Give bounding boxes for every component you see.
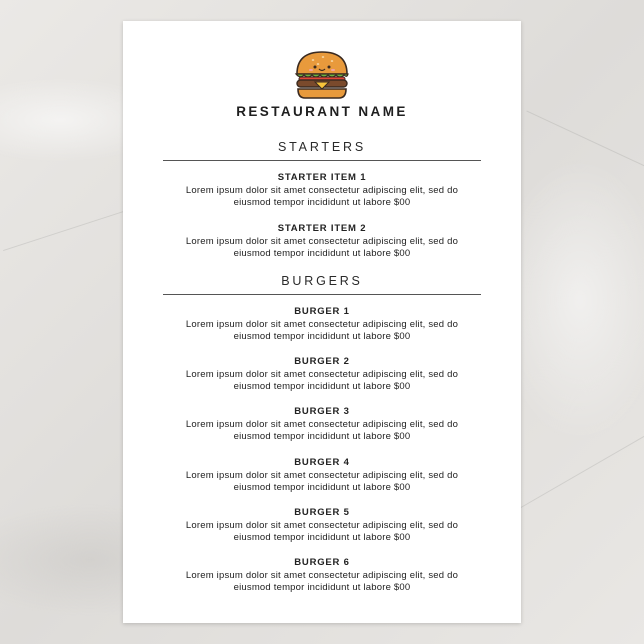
marble-vein [520,433,644,509]
item-description [123,185,521,208]
section-title-starters: STARTERS [278,140,366,154]
item-name: BURGER 5 [294,507,350,518]
item-description [123,369,521,392]
menu-item [123,507,521,543]
item-description-line: eiusmod tempor incididunt ut labore $00 [233,581,411,593]
burger-icon [293,49,351,101]
menu-item [123,557,521,593]
item-name: STARTER ITEM 1 [277,172,367,183]
item-description [123,520,521,543]
item-name: BURGER 1 [294,306,350,317]
item-description [123,319,521,342]
menu-item [123,172,521,208]
item-description-line: Lorem ipsum dolor sit amet consectetur adipiscing elit, sed do [185,236,459,247]
item-description-line: Lorem ipsum dolor sit amet consectetur adipiscing elit, sed do [185,369,459,380]
restaurant-name: RESTAURANT NAME [236,104,408,119]
item-description-line: Lorem ipsum dolor sit amet consectetur adipiscing elit, sed do [185,419,459,430]
item-description [123,570,521,593]
item-description [123,419,521,442]
item-description-line: eiusmod tempor incididunt ut labore $00 [233,380,411,392]
marble-vein [526,110,644,170]
item-description-line: eiusmod tempor incididunt ut labore $00 [233,196,411,208]
item-name: BURGER 6 [294,557,350,568]
item-description [123,236,521,259]
marble-vein [3,210,127,251]
item-description-line: Lorem ipsum dolor sit amet consectetur adipiscing elit, sed do [185,470,459,481]
item-name: BURGER 4 [294,457,350,468]
menu-item [123,356,521,392]
section-title-burgers: BURGERS [281,274,363,288]
item-name: BURGER 2 [294,356,350,367]
menu-item [123,306,521,342]
menu-item [123,223,521,259]
item-description-line: eiusmod tempor incididunt ut labore $00 [233,531,411,543]
item-description-line: Lorem ipsum dolor sit amet consectetur adipiscing elit, sed do [185,319,459,330]
item-description-line: eiusmod tempor incididunt ut labore $00 [233,430,411,442]
menu-item [123,457,521,493]
item-description-line: Lorem ipsum dolor sit amet consectetur adipiscing elit, sed do [185,185,459,196]
item-description-line: eiusmod tempor incididunt ut labore $00 [233,330,411,342]
item-description [123,470,521,493]
item-name: STARTER ITEM 2 [277,223,367,234]
item-description-line: eiusmod tempor incididunt ut labore $00 [233,481,411,493]
item-name: BURGER 3 [294,406,350,417]
menu-item [123,406,521,442]
item-description-line: eiusmod tempor incididunt ut labore $00 [233,247,411,259]
item-description-line: Lorem ipsum dolor sit amet consectetur adipiscing elit, sed do [185,570,459,581]
menu-flyer [123,21,521,623]
item-description-line: Lorem ipsum dolor sit amet consectetur adipiscing elit, sed do [185,520,459,531]
section-divider [163,294,481,295]
section-divider [163,160,481,161]
